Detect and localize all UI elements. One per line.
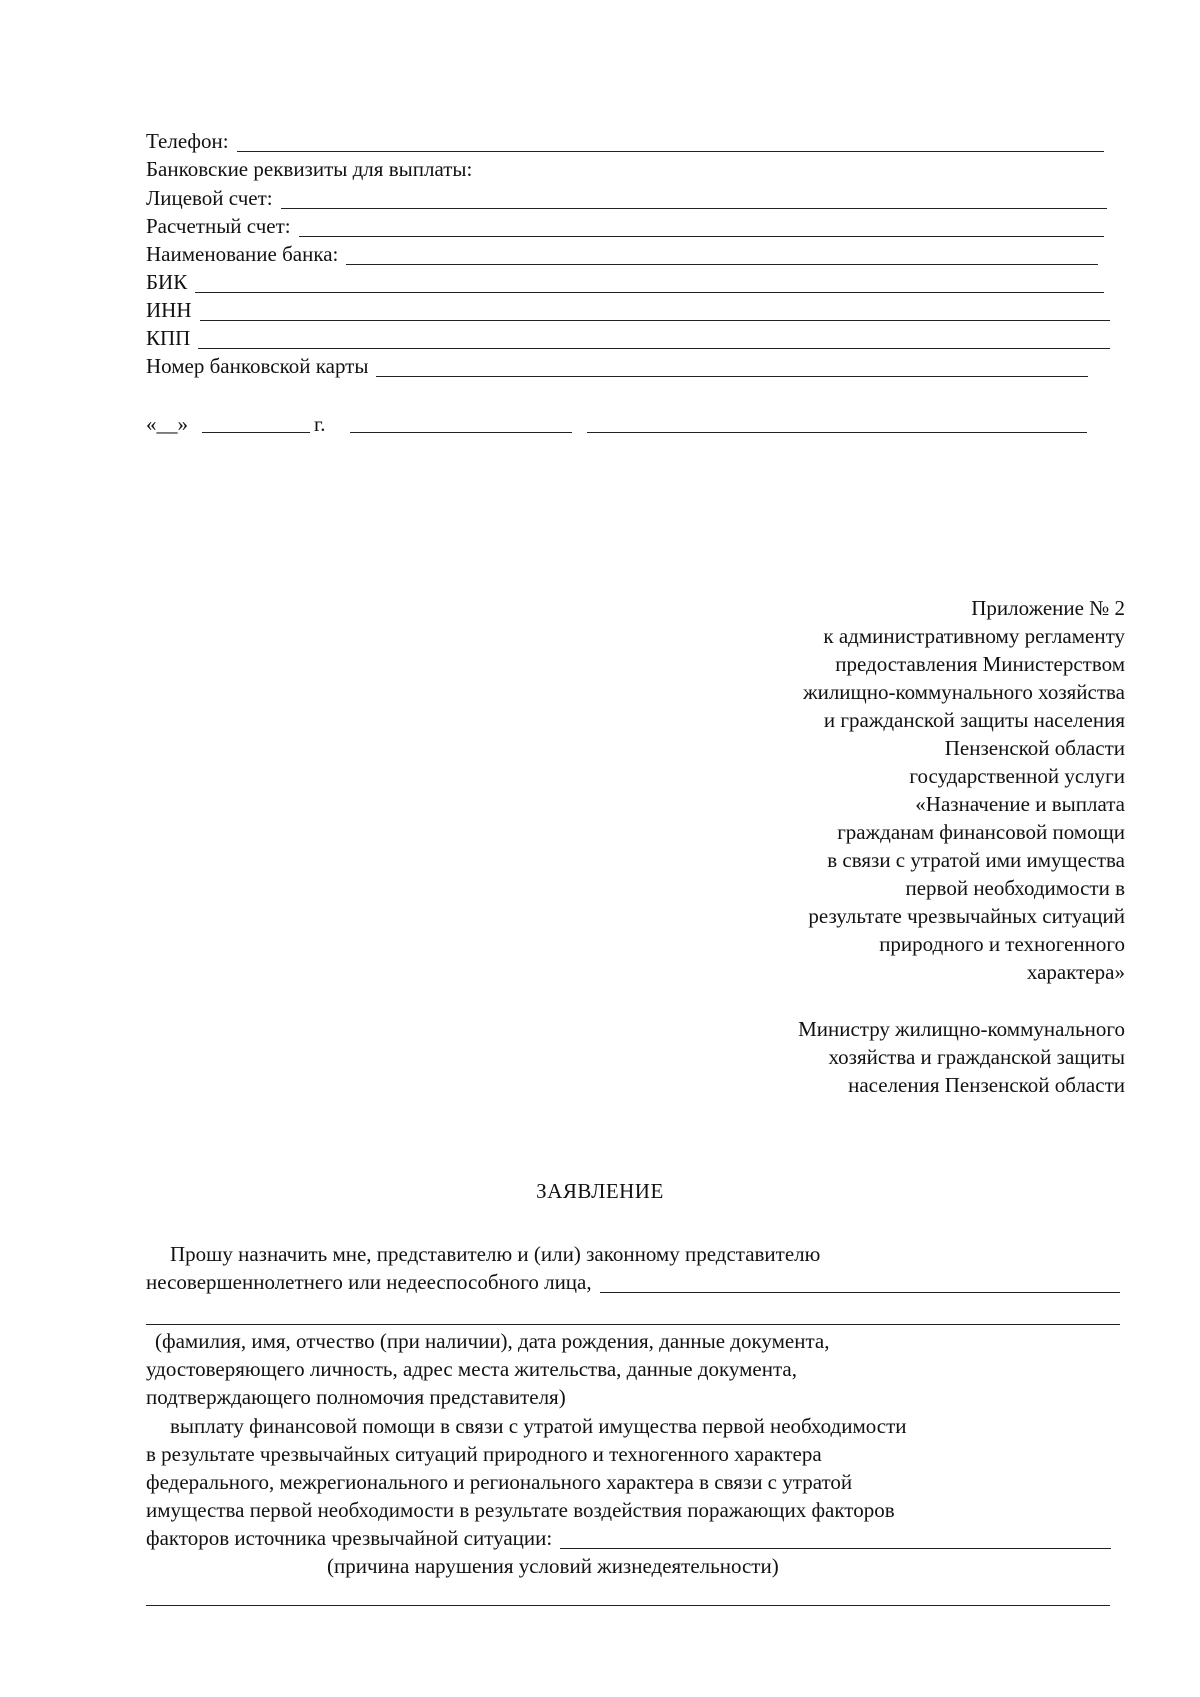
body-line-5-row bbox=[146, 1525, 1111, 1551]
hint-line-1: (фамилия, имя, отчество (при наличии), дата рождения, данные документа, bbox=[155, 1329, 830, 1353]
personal-account-field bbox=[146, 185, 1107, 211]
bank-name-label: Наименование банка: bbox=[146, 242, 339, 266]
settlement-account-field bbox=[146, 213, 1104, 239]
inn-field bbox=[146, 297, 1110, 323]
personal-account-input-line[interactable] bbox=[281, 188, 1107, 209]
intro-line-1: Прошу назначить мне, представителю и (или) законному представителю bbox=[170, 1242, 821, 1266]
appendix-line: Приложение № 2 bbox=[971, 596, 1125, 620]
date-day: «__» bbox=[146, 412, 188, 436]
inn-label: ИНН bbox=[146, 298, 192, 322]
appendix-header bbox=[803, 594, 1125, 986]
settlement-account-label: Расчетный счет: bbox=[146, 214, 291, 238]
appendix-line: первой необходимости в bbox=[905, 876, 1125, 900]
card-number-field bbox=[146, 353, 1088, 379]
reason-hint: (причина нарушения условий жизнедеятельности) bbox=[327, 1554, 779, 1578]
date-year-suffix: г. bbox=[314, 412, 326, 436]
statement-title: ЗАЯВЛЕНИЕ bbox=[536, 1179, 664, 1203]
settlement-account-input-line[interactable] bbox=[299, 216, 1104, 237]
body-line-3: федерального, межрегионального и регионального характера в связи с утратой bbox=[146, 1470, 853, 1494]
hint-line-3: подтверждающего полномочия представителя) bbox=[146, 1385, 566, 1409]
bank-details-heading: Банковские реквизиты для выплаты: bbox=[146, 157, 473, 181]
appendix-line: и гражданской защиты населения bbox=[823, 708, 1125, 732]
intro-line-2-row bbox=[146, 1269, 1120, 1295]
hint-line-2: удостоверяющего личность, адрес места жительства, данные документа, bbox=[146, 1357, 797, 1381]
body-line-1: выплату финансовой помощи в связи с утратой имущества первой необходимости bbox=[170, 1414, 907, 1438]
body-line-5: факторов источника чрезвычайной ситуации: bbox=[146, 1526, 553, 1550]
bik-label: БИК bbox=[146, 270, 188, 294]
full-name-line[interactable] bbox=[587, 432, 1087, 433]
phone-label: Телефон: bbox=[146, 129, 229, 153]
bank-name-field bbox=[146, 241, 1098, 267]
bank-name-input-line[interactable] bbox=[346, 244, 1098, 265]
kpp-field bbox=[146, 325, 1110, 351]
kpp-label: КПП bbox=[146, 326, 191, 350]
bank-details-heading-row bbox=[146, 156, 472, 182]
bik-input-line[interactable] bbox=[195, 272, 1104, 293]
personal-account-label: Лицевой счет: bbox=[146, 186, 273, 210]
appendix-line: государственной услуги bbox=[909, 764, 1125, 788]
date-month-line[interactable] bbox=[202, 432, 310, 433]
appendix-line: в связи с утратой ими имущества bbox=[827, 848, 1125, 872]
appendix-line: жилищно-коммунального хозяйства bbox=[803, 680, 1125, 704]
card-number-label: Номер банковской карты bbox=[146, 354, 369, 378]
addressee-block bbox=[798, 1015, 1125, 1099]
kpp-input-line[interactable] bbox=[198, 328, 1110, 349]
signature-line[interactable] bbox=[350, 432, 572, 433]
phone-input-line[interactable] bbox=[237, 131, 1104, 152]
intro-line-2: несовершеннолетнего или недееспособного лица, bbox=[146, 1270, 592, 1294]
bik-field bbox=[146, 269, 1104, 295]
body-line-2: в результате чрезвычайных ситуаций природного и техногенного характера bbox=[146, 1442, 822, 1466]
applicant-input-line-2[interactable] bbox=[146, 1324, 1120, 1325]
inn-input-line[interactable] bbox=[200, 300, 1111, 321]
applicant-input-line[interactable] bbox=[600, 1272, 1120, 1293]
card-number-input-line[interactable] bbox=[376, 356, 1088, 377]
appendix-line: Пензенской области bbox=[944, 736, 1125, 760]
appendix-line: предоставления Министерством bbox=[835, 652, 1125, 676]
appendix-line: результате чрезвычайных ситуаций bbox=[808, 904, 1125, 928]
appendix-line: природного и техногенного bbox=[879, 932, 1125, 956]
appendix-line: «Назначение и выплата bbox=[915, 792, 1125, 816]
reason-input-line[interactable] bbox=[560, 1528, 1111, 1549]
reason-input-line-2[interactable] bbox=[146, 1605, 1110, 1606]
appendix-line: характера» bbox=[1026, 960, 1125, 984]
body-line-4: имущества первой необходимости в результате воздействия поражающих факторов bbox=[146, 1498, 895, 1522]
appendix-line: к административному регламенту bbox=[823, 624, 1125, 648]
phone-field bbox=[146, 128, 1104, 154]
addressee-line: населения Пензенской области bbox=[848, 1073, 1125, 1097]
addressee-line: Министру жилищно-коммунального bbox=[798, 1017, 1125, 1041]
appendix-line: гражданам финансовой помощи bbox=[837, 820, 1125, 844]
addressee-line: хозяйства и гражданской защиты bbox=[828, 1045, 1125, 1069]
